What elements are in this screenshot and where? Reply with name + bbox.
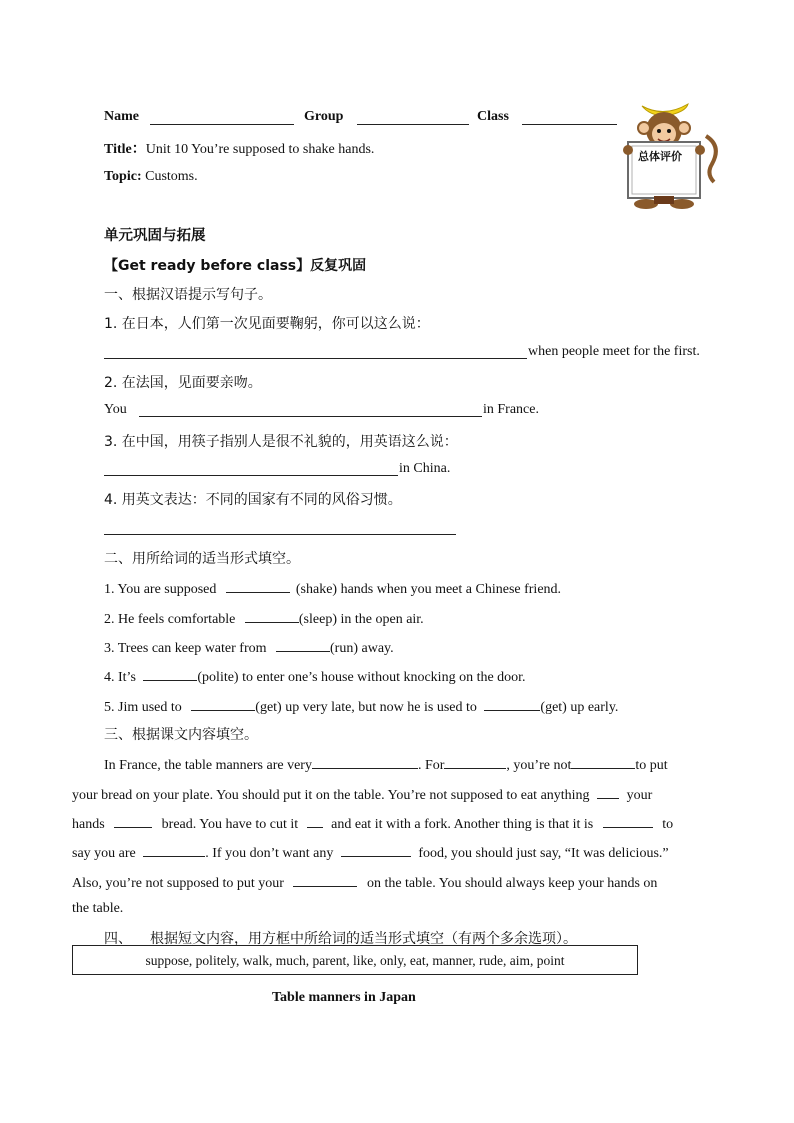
topic-line bbox=[104, 169, 198, 185]
part3-line bbox=[72, 872, 657, 892]
part3-blank[interactable] bbox=[444, 754, 506, 769]
part2-item-text: (polite) to enter one’s house without knocking on the door. bbox=[197, 670, 526, 685]
part3-blank[interactable] bbox=[341, 842, 411, 857]
part1-q4-answer[interactable] bbox=[104, 520, 456, 535]
part3-text: . For bbox=[417, 758, 445, 773]
section-heading: 单元巩固与拓展 bbox=[104, 228, 206, 244]
part2-item bbox=[104, 608, 424, 628]
part1-q1: 1. 在日本，人们第一次见面要鞠躬，你可以这么说： bbox=[104, 316, 430, 332]
part1-q3: 3. 在中国，用筷子指别人是很不礼貌的，用英语这么说： bbox=[104, 434, 458, 450]
get-ready-heading: 【Get ready before class】反复巩固 bbox=[104, 258, 367, 274]
part1-q2-tail: in France. bbox=[483, 402, 539, 417]
group-label: Group bbox=[304, 109, 344, 124]
part3-text: and eat it with a fork. Another thing is that it is bbox=[331, 817, 594, 832]
part1-q3-answer[interactable] bbox=[104, 461, 398, 476]
part2-item-text: (sleep) in the open air. bbox=[298, 612, 424, 627]
part1-q1-answer[interactable] bbox=[104, 344, 527, 359]
part3-blank[interactable] bbox=[307, 813, 323, 828]
part3-line bbox=[72, 842, 669, 862]
part2-blank[interactable] bbox=[245, 608, 299, 623]
part2-blank[interactable] bbox=[484, 696, 540, 711]
class-label: Class bbox=[477, 109, 509, 124]
word-box-text: suppose, politely, walk, much, parent, like, only, eat, manner, rude, aim, point bbox=[145, 953, 565, 968]
part2-blank[interactable] bbox=[143, 666, 197, 681]
topic-value: Customs. bbox=[145, 169, 198, 184]
part2-item bbox=[104, 578, 561, 598]
part2-blank[interactable] bbox=[276, 637, 330, 652]
part3-blank[interactable] bbox=[312, 754, 418, 769]
part1-q4: 4. 用英文表达：不同的国家有不同的风俗习惯。 bbox=[104, 492, 402, 508]
part3-text: say you are bbox=[72, 846, 136, 861]
part3-text: hands bbox=[72, 817, 105, 832]
part3-text: , you’re not bbox=[506, 758, 572, 773]
part3-text: your bbox=[626, 788, 653, 803]
part3-blank[interactable] bbox=[571, 754, 635, 769]
part2-item-text: (shake) hands when you meet a Chinese friend. bbox=[295, 582, 562, 597]
name-label: Name bbox=[104, 109, 139, 124]
part2-item-text: 3. Trees can keep water from bbox=[104, 641, 267, 656]
part3-blank[interactable] bbox=[603, 813, 653, 828]
part3-blank[interactable] bbox=[293, 872, 357, 887]
passage-title: Table manners in Japan bbox=[272, 990, 416, 1005]
part2-item bbox=[104, 666, 526, 686]
part3-text: the table. bbox=[72, 901, 124, 916]
part3-text: . If you don’t want any bbox=[205, 846, 334, 861]
part3-text: to bbox=[662, 817, 674, 832]
word-box bbox=[72, 945, 638, 975]
part4-heading-num: 四、 bbox=[104, 931, 132, 947]
part3-blank[interactable] bbox=[143, 842, 205, 857]
part3-blank[interactable] bbox=[597, 784, 619, 799]
part3-line bbox=[72, 813, 673, 833]
part3-blank[interactable] bbox=[114, 813, 152, 828]
evaluation-badge bbox=[614, 96, 724, 214]
part3-text: Also, you’re not supposed to put your bbox=[72, 876, 284, 891]
part2-blank[interactable] bbox=[191, 696, 255, 711]
part1-q3-tail: in China. bbox=[399, 461, 451, 476]
part3-text: food, you should just say, “It was delicious.” bbox=[418, 846, 669, 861]
badge-label: 总体评价 bbox=[638, 150, 682, 163]
part3-text: on the table. You should always keep your hands on bbox=[366, 876, 658, 891]
part4-heading-text: 根据短文内容，用方框中所给词的适当形式填空（有两个多余选项）。 bbox=[150, 931, 577, 947]
part2-item bbox=[104, 696, 618, 716]
part2-item-text: (get) up early. bbox=[540, 700, 619, 715]
part3-line bbox=[72, 784, 652, 804]
part1-q2-head: You bbox=[104, 402, 127, 417]
part1-q2-answer[interactable] bbox=[139, 402, 482, 417]
part2-item-text: (get) up very late, but now he is used to bbox=[255, 700, 477, 715]
part2-item-text: 2. He feels comfortable bbox=[104, 612, 236, 627]
part2-item-text: 1. You are supposed bbox=[104, 582, 217, 597]
part3-heading: 三、根据课文内容填空。 bbox=[104, 727, 258, 743]
title-value: Unit 10 You’re supposed to shake hands. bbox=[145, 142, 375, 157]
part2-item-text: (run) away. bbox=[330, 641, 394, 656]
part2-item bbox=[104, 637, 394, 657]
title-line bbox=[104, 138, 374, 158]
part2-item-text: 4. It’s bbox=[104, 670, 136, 685]
part2-item-text: 5. Jim used to bbox=[104, 700, 182, 715]
part2-blank[interactable] bbox=[226, 578, 290, 593]
part1-heading: 一、根据汉语提示写句子。 bbox=[104, 287, 272, 303]
class-field[interactable] bbox=[522, 110, 617, 125]
part1-q2: 2. 在法国，见面要亲吻。 bbox=[104, 375, 262, 391]
part3-text: to put bbox=[635, 758, 668, 773]
part1-q1-tail: when people meet for the first. bbox=[528, 344, 700, 359]
part3-text: your bread on your plate. You should put it on the table. You’re not supposed to eat anything bbox=[72, 788, 590, 803]
part3-text: bread. You have to cut it bbox=[161, 817, 299, 832]
part3-text: In France, the table manners are very bbox=[104, 758, 312, 773]
part2-heading: 二、用所给词的适当形式填空。 bbox=[104, 551, 300, 567]
part3-line bbox=[104, 754, 668, 774]
topic-label: Topic: bbox=[104, 169, 142, 184]
name-field[interactable] bbox=[150, 110, 294, 125]
title-label: Title： bbox=[104, 142, 146, 157]
group-field[interactable] bbox=[357, 110, 469, 125]
